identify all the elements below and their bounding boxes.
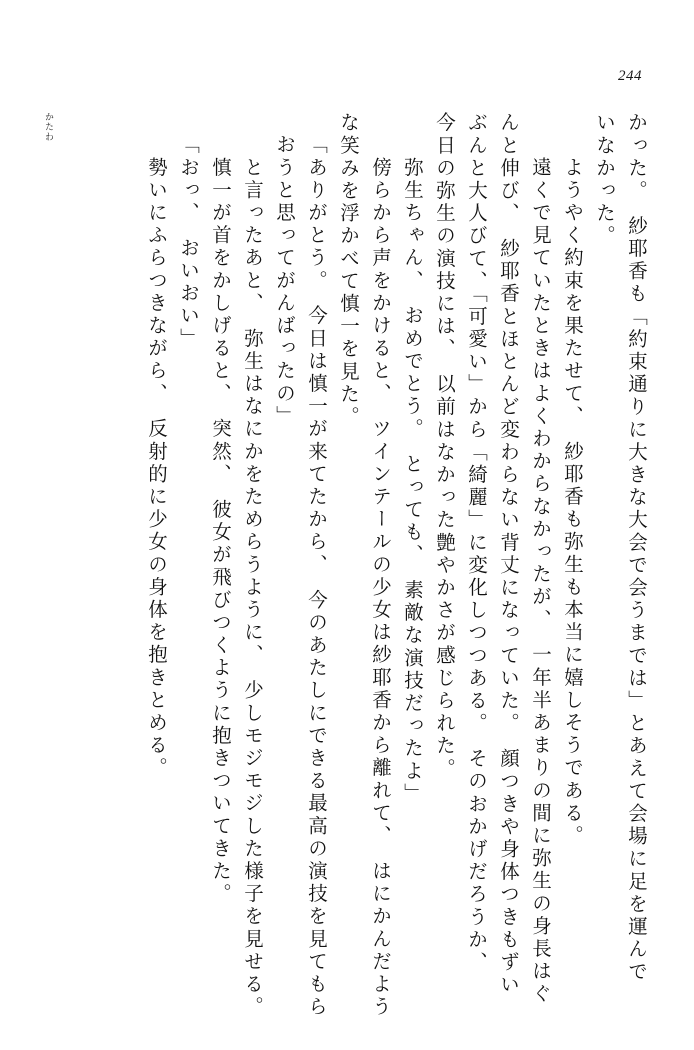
text-column: いなかった。: [593, 112, 616, 248]
text-column: ぶんと大人びて、「可愛い」から「綺麗」に変化しつつある。 そのおかげだろうか、: [465, 112, 488, 974]
text-column: おうと思ってがんばったの」: [273, 134, 296, 428]
ruby-annotation: かたわ: [43, 112, 53, 142]
text-column: ようやく約束を果たせて、 紗耶香も弥生も本当に嬉しそうである。: [561, 134, 584, 848]
text-column: 慎一が首をかしげると、 突然、 彼女が飛びつくように抱きついてきた。: [209, 134, 232, 906]
text-column: 「ありがとう。 今日は慎一が来てたから、 今のあたしにできる最高の演技を見てもら: [305, 134, 328, 1019]
text-column: な笑みを浮かべて慎一を見た。: [337, 112, 360, 429]
text-column: んと伸び、 紗耶香とほとんど変わらない背丈になっていた。 顔つきや身体つきもずい: [497, 112, 520, 997]
text-column: と言ったあと、 弥生はなにかをためらうように、 少しモジモジした様子を見せる。: [241, 134, 264, 1019]
vertical-text-body: [43, 112, 648, 1019]
text-column: 勢いにふらつきながら、 反射的に少女の身体を抱きとめる。: [145, 134, 168, 780]
text-column: 今日の弥生の演技には、 以前はなかった艶やかさが感じられた。: [433, 112, 456, 781]
text-column: 弥生ちゃん、 おめでとう。 とっても、 素敵な演技だったよ」: [401, 134, 424, 806]
text-column-content: 傍らから声をかけると、 ツインテールの少女は紗耶香から離れて、 はにかんだよう: [369, 134, 392, 1019]
text-column: かった。 紗耶香も「約束通りに大きな大会で会うまでは」とあえて会場に足を運んで: [625, 112, 648, 984]
text-column: 「おっ、 おいおい」: [177, 134, 200, 351]
page-number: 244: [618, 68, 642, 84]
text-column: 遠くで見ていたときはよくわからなかったが、 一年半あまりの間に弥生の身長はぐ: [529, 134, 552, 1006]
